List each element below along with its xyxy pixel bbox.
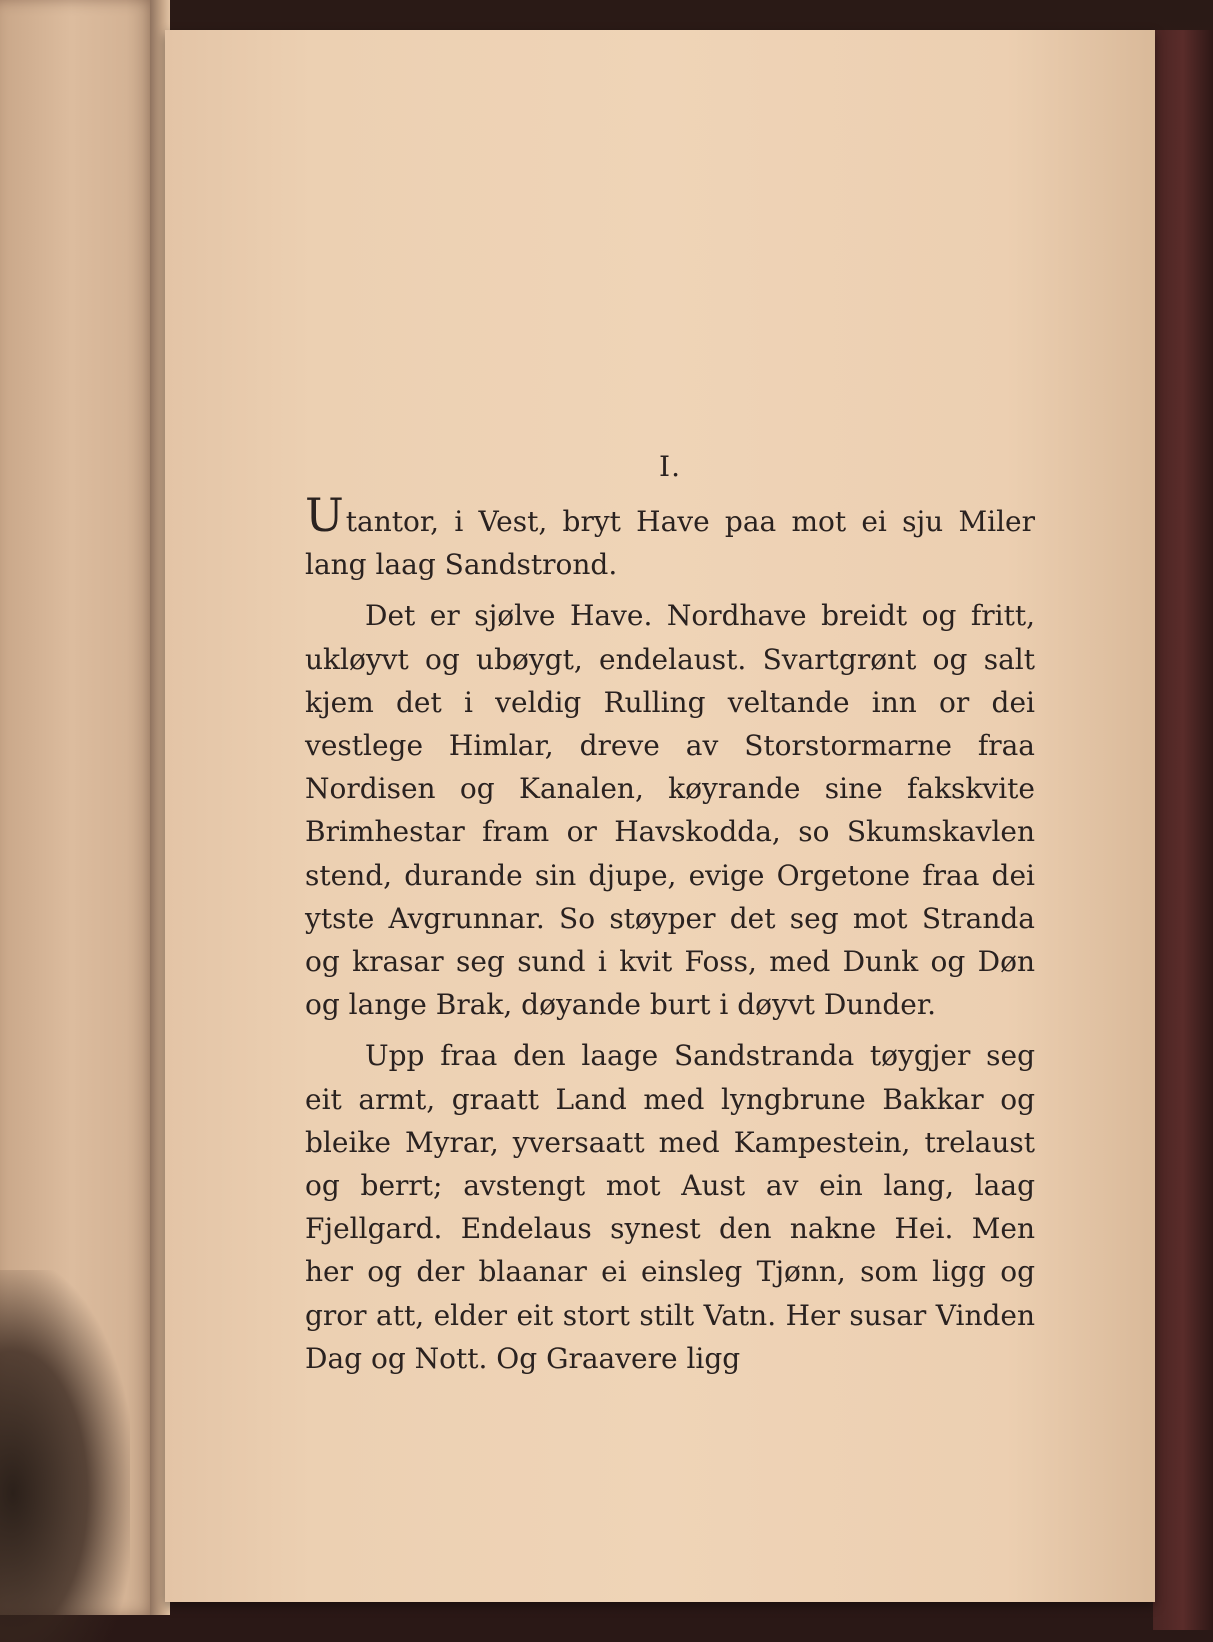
hand-shadow	[0, 1270, 130, 1642]
page-body-text	[305, 488, 1035, 1388]
paragraph-2: Det er sjølve Have. Nordhave breidt og fritt, ukløyvt og ubøygt, endelaust. Svartgrønt og salt kjem det i veldig Rulling veltande inn or dei vestlege Himlar, dreve av Storstormarne fraa Nordisen og Kanalen, køyrande sine fakskvite Brimhestar fram or Havskodda, so Skumskavlen stend, durande sin djupe, evige Orgetone fraa dei ytste Avgrunnar. So støyper det seg mot Stranda og krasar seg sund i kvit Foss, med Dunk og Døn og lange Brak, døyande burt i døyvt Dunder.	[305, 599, 1035, 1022]
book-cover-edge	[1153, 30, 1213, 1630]
paragraph-1	[305, 488, 1035, 586]
paragraph-1-text: tantor, i Vest, bryt Have paa mot ei sju Miler lang laag Sandstrond.	[305, 505, 1035, 582]
drop-cap: U	[305, 488, 346, 542]
paragraph-3: Upp fraa den laage Sandstranda tøygjer seg eit armt, graatt Land med lyngbrune Bakkar og bleike Myrar, yversaatt med Kampestein, trelaust og berrt; avstengt mot Aust av ein lang, laag Fjellgard. Endelaus synest den nakne Hei. Men her og der blaanar ei einsleg Tjønn, som ligg og gror att, elder eit stort stilt Vatn. Her susar Vinden Dag og Nott. Og Graavere ligg	[305, 1039, 1035, 1375]
chapter-number: I.	[659, 450, 681, 483]
